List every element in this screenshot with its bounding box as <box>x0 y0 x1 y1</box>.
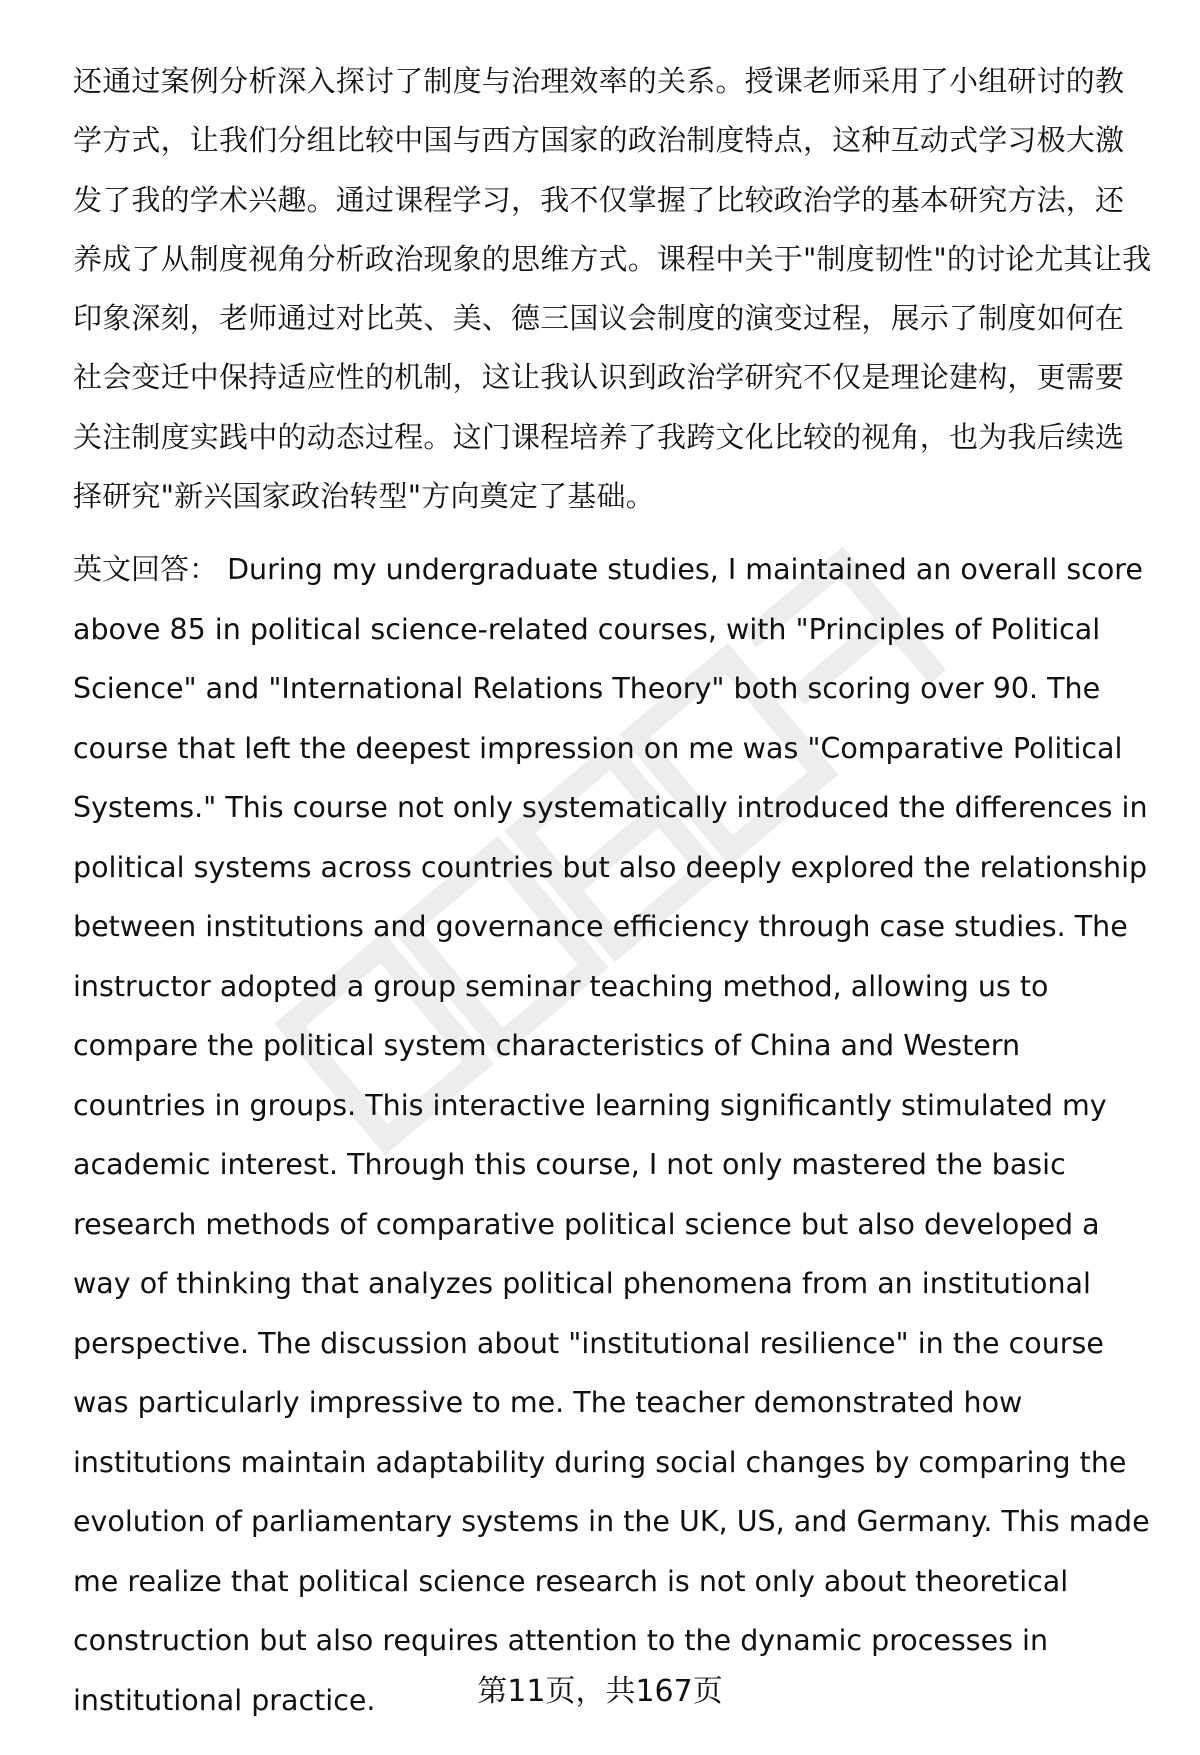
english-answer-paragraph <box>73 540 1153 1730</box>
chinese-paragraph: 还通过案例分析深入探讨了制度与治理效率的关系。授课老师采用了小组研讨的教学方式，让我们分组比较中国与西方国家的政治制度特点，这种互动式学习极大激发了我的学术兴趣。通过课程学习，我不仅掌握了比较政治学的基本研究方法，还养成了从制度视角分析政治现象的思维方式。课程中关于"制度韧性"的讨论尤其让我印象深刻，老师通过对比英、美、德三国议会制度的演变过程，展示了制度如何在社会变迁中保持适应性的机制，这让我认识到政治学研究不仅是理论建构，更需要关注制度实践中的动态过程。这门课程培养了我跨文化比较的视角，也为我后续选择研究"新兴国家政治转型"方向奠定了基础。 <box>73 64 1152 514</box>
english-answer-label: 英文回答： <box>73 552 219 587</box>
main-content <box>73 52 1153 1730</box>
page-number-footer: 第11页，共167页 <box>477 1674 723 1709</box>
english-answer-text: During my undergraduate studies, I maintained an overall score above 85 in political science-related courses, with "Principles of Political Science" and "International Relations Theory" both scoring over 90. The course that left the deepest impression on me was "Comparative Political Systems." This course not only systematically introduced the differences in political systems across countries but also deeply explored the relationship between institutions and governance efficiency through case studies. The instructor adopted a group seminar teaching method, allowing us to compare the political system characteristics of China and Western countries in groups. This interactive learning significantly stimulated my academic interest. Through this course, I not only mastered the basic research methods of comparative political science but also developed a way of thinking that analyzes political phenomena from an institutional perspective. The discussion about "institutional resilience" in the course was particularly impressive to me. The teacher demonstrated how institutions maintain adaptability during social changes by comparing the evolution of parliamentary systems in the UK, US, and Germany. This made me realize that political science research is not only about theoretical construction but also requires attention to the dynamic processes in institutional practice. <box>73 553 1150 1717</box>
